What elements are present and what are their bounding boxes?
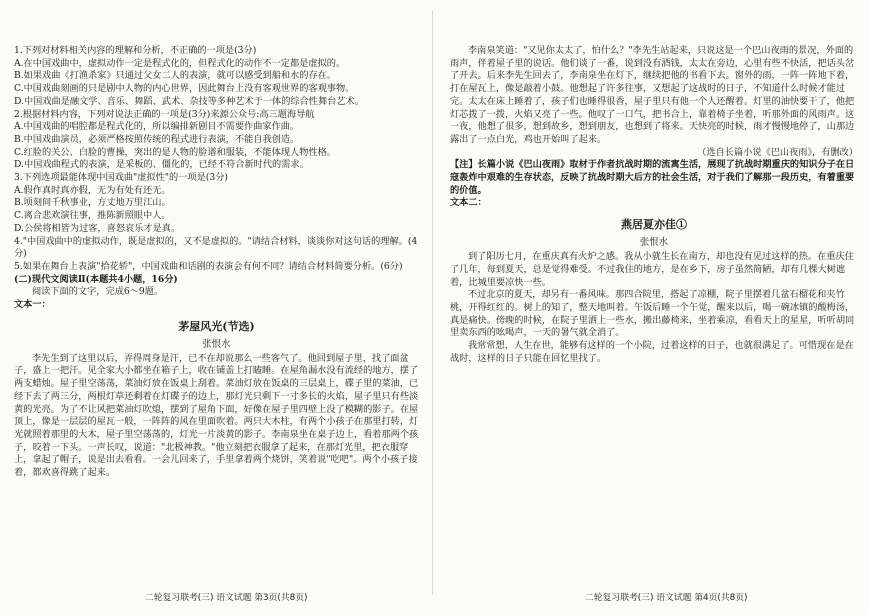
essay-paragraph-1: 到了阳历七月，在重庆真有火炉之感。我从小就生长在南方，却也没有见过这样的热。在重庆住了几年，每到夏天，总是觉得难受。不过我住的地方，是在乡下，房子虽然简陋，却有几棵大树遮着，比城里要凉快一些。 — [450, 251, 854, 288]
q1-option-a: A.在中国戏曲中，虚拟动作一定是程式化的，但程式化的动作不一定都是虚拟的。 — [14, 57, 346, 69]
q2-option-c: C.红脸的关公、白脸的曹操，突出的是人物的脸谱和服装，不能体现人物性格。 — [14, 146, 336, 158]
essay-title: 燕居夏亦佳① — [621, 218, 687, 232]
q2-option-a: A.中国戏曲的唱腔都是程式化的，所以编排新剧目不需要作曲家作曲。 — [14, 121, 300, 133]
story-title: 茅屋风光(节选) — [178, 319, 255, 333]
story-continuation: 李南泉笑道："又见你太太了，怕什么？"李先生站起来，只说这是一个巴山夜雨的景况，外面的雨声，伴着屋子里的说话。他们谈了一番，说到没有酒钱，太太在旁边，心里有些不快活，把话头岔了开去。后来李先生回去了，李南泉坐在灯下，继续把他的书看下去。窗外的雨，一阵一阵地下着，打在屋瓦上，像是敲着小鼓。他想起了许多往事，又想起了这战时的日子，不知道什么时候才能过完。太太在床上睡着了，孩子们也睡得很香，屋子里只有他一个人还醒着。灯里的油快要干了，他把灯芯拨了一拨，火焰又亮了一些。他叹了一口气，把书合上，靠着椅子坐着，听那外面的风雨声。这一夜，他想了很多，想到故乡，想到朋友，也想到了将来。天快亮的时候，雨才慢慢地停了，山那边露出了一点白光，鸡也开始叫了起来。 — [450, 45, 855, 145]
right-page-footer: 二轮复习联考(三) 语文试题 第4页(共8页) — [585, 593, 748, 603]
text-one-label: 文本一： — [14, 299, 51, 311]
q2-option-b: B.中国戏曲演员，必须严格按照传统的程式进行表演，不能自我创造。 — [14, 133, 300, 145]
q3-option-c: C.离合悲欢演往事，推陈新照眼中人。 — [14, 210, 171, 222]
right-page — [450, 45, 858, 585]
q4-stem: 4."中国戏曲中的虚拟动作，既是虚拟的，又不是虚拟的。"请结合材料，谈谈你对这句话的理解。(4分) — [14, 235, 418, 260]
q5-stem: 5.如果在舞台上表演"拾花轿"，中国戏曲和话剧的表演会有何不同？请结合材料简要分析。(6分) — [14, 260, 403, 272]
q1-option-c: C.中国戏曲刻画的只是剧中人物的内心世界，因此舞台上没有客观世界的客观事物。 — [14, 83, 355, 95]
q3-option-b: B.顷刻间千秋事业，方丈地万里江山。 — [14, 197, 171, 209]
story-paragraph: 李先生到了这里以后，弄得周身是汗，已不在却说那么一些客气了。他回到屋子里，找了面盆子，盛上一把汗。见全家大小都坐在箱子上，收在铺盖上打瞌睡。在屋角漏水没有流经的地方，摆了两支蜡烛。屋子里空荡荡，菜油灯放在饭桌上刮着。菜油灯放在饭桌的三层桌上，碟子里的菜油，已经下去了两三分，两根灯草还剩着在灯碟子的边上，那灯光只剩下一寸多长的火焰，屋子里只有些淡黄的光亮。为了不让风把菜油灯吹熄，摆到了屋角下面，好像在屋子里四壁上没了模糊的影子。在屋顶上，像是一层层的屋瓦一般，一阵阵的风在里面吹着。两只大木柱，有两个小孩子在那里打转，灯光就照着那里的大木，屋子里空荡荡的，灯光一片淡黄的影子。李南泉坐在桌子边上，看着那两个孩子，咬着一下头。一声长叹，说道："北极神教。"他立刻把衣服拿了起来，在那灯光里，把衣服穿上，拿起了帽子，说是出去看看。一会儿回来了，手里拿着两个烧饼，笑着说"吃吧"。两个小孩子接着，都欢喜得跳了起来。 — [14, 352, 419, 479]
q3-stem: 3.下列选项最能体现中国戏曲"虚拟性"的一项是(3分) — [14, 172, 228, 184]
text-two-label: 文本二： — [450, 197, 487, 209]
reading-instruction: 阅读下面的文字，完成6～9题。 — [32, 286, 164, 298]
q1-option-d: D.中国戏曲是融文学、音乐、舞蹈、武术、杂技等多种艺术于一体的综合性舞台艺术。 — [14, 95, 364, 107]
story-source: （选自长篇小说《巴山夜雨》，有删改） — [697, 146, 858, 158]
q2-option-d: D.中国戏曲程式的表演，是采板的、僵化的，已经不符合新时代的需求。 — [14, 159, 309, 171]
q3-option-d: D.公侯将相皆为过客，喜怒哀乐才是真。 — [14, 222, 181, 234]
story-author: 张恨水 — [202, 338, 231, 350]
q1-option-b: B.如果戏曲《打渔杀家》只通过父女二人的表演，就可以感受到船和水的存在。 — [14, 70, 337, 82]
page-divider — [432, 10, 433, 595]
essay-author: 张恨水 — [639, 237, 669, 249]
q3-option-a: A.假作真时真亦假，无为有处有还无。 — [14, 184, 171, 196]
section-heading: (二)现代文阅读Ⅱ(本题共4小题，16分) — [14, 273, 178, 285]
annotation-note: 【注】长篇小说《巴山夜雨》取材于作者抗战时期的流寓生活，展现了抗战时期重庆的知识分子在日寇轰炸中艰难的生存状态，反映了抗战时期大后方的社会生活，对于我们了解那一段历史，有着重要的价值。 — [450, 159, 855, 196]
essay-paragraph-2: 不过北京的夏天，却另有一番风味。那四合院里，搭起了凉棚，院子里摆着几盆石榴花和夹竹桃，开得红红的。树上的知了，整天地叫着。午饭后睡一个午觉，醒来以后，喝一碗冰镇的酸梅汤，真是痛快。傍晚的时候，在院子里洒上一些水，搬出藤椅来，坐着乘凉，看看天上的星星，听听胡同里卖东西的吆喝声，一天的暑气就全消了。 — [450, 289, 855, 339]
q2-stem: 2.根据材料内容，下列对说法正确的一项是(3分)来源公众号:高三题海导航 — [14, 108, 315, 120]
left-page-footer: 二轮复习联考(三) 语文试题 第3页(共8页) — [145, 593, 308, 603]
q1-stem: 1.下列对材料相关内容的理解和分析，不正确的一项是(3分) — [14, 45, 257, 56]
essay-paragraph-3: 我常常想，人生在世，能够有这样的一个小院，过着这样的日子，也就很满足了。可惜现在是在战时，这样的日子只能在回忆里找了。 — [450, 340, 854, 364]
left-page — [14, 45, 419, 585]
